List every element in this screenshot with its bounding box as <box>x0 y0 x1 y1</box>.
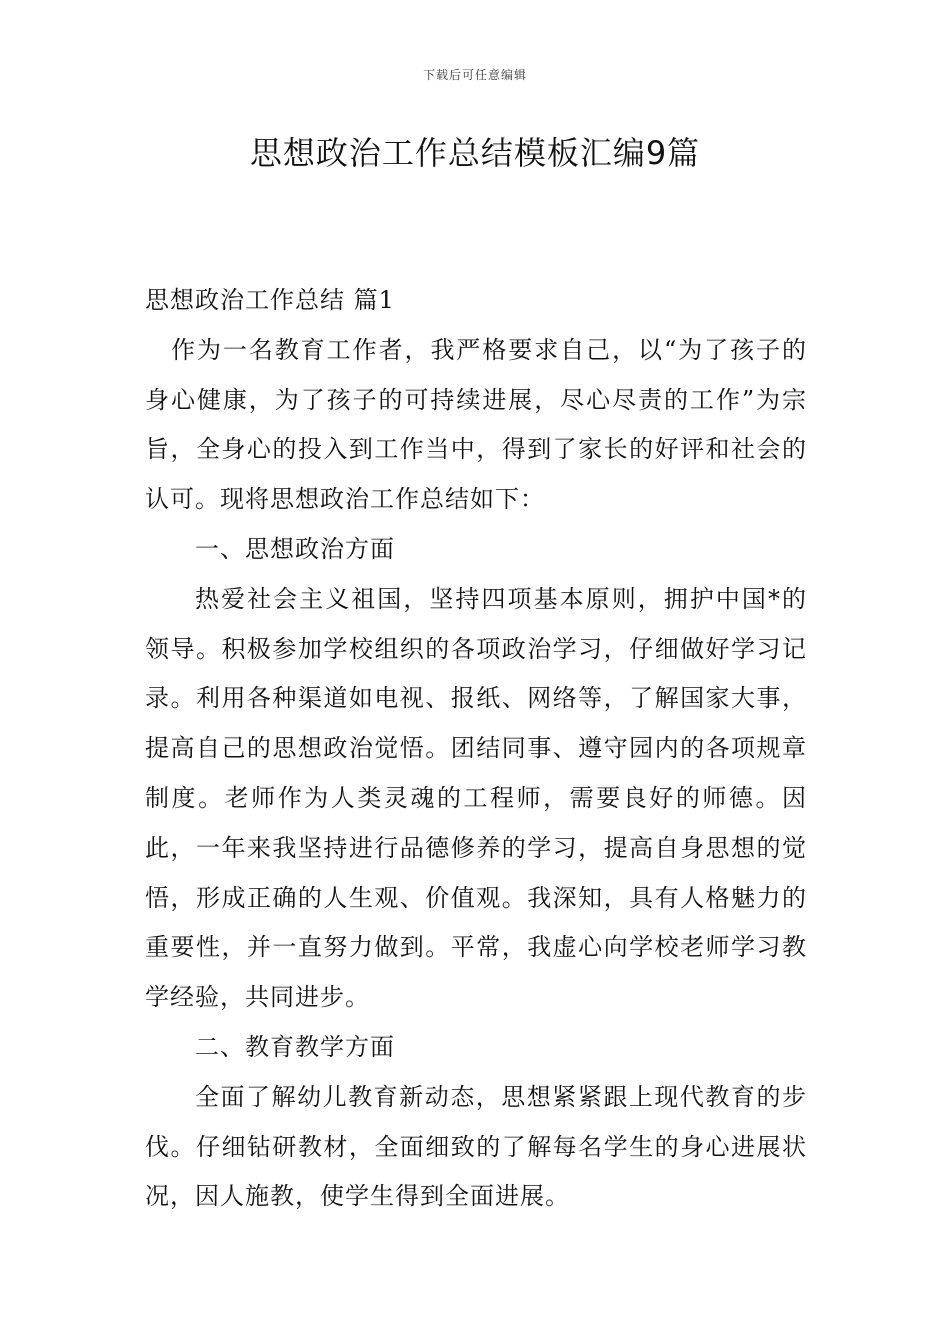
heading-teaching: 二、教育教学方面 <box>195 1032 395 1061</box>
section-title: 思想政治工作总结 篇1 <box>145 286 395 314</box>
document-body <box>145 276 807 1222</box>
intro-paragraph: 作为一名教育工作者，我严格要求自己，以“为了孩子的身心健康，为了孩子的可持续进展，尽心尽责的工作”为宗旨，全身心的投入到工作当中，得到了家长的好评和社会的认可。现将思想政治工作总结如下： <box>145 335 807 514</box>
paragraph-ideology: 热爱社会主义祖国，坚持四项基本原则，拥护中国*的领导。积极参加学校组织的各项政治学习，仔细做好学习记录。利用各种渠道如电视、报纸、网络等，了解国家大事，提高自己的思想政治觉悟。团结同事、遵守园内的各项规章制度。老师作为人类灵魂的工程师，需要良好的师德。因此，一年来我坚持进行品德修养的学习，提高自身思想的觉悟，形成正确的人生观、价值观。我深知，具有人格魅力的重要性，并一直努力做到。平常，我虚心向学校老师学习教学经验，共同进步。 <box>145 584 807 1012</box>
document-title: 思想政治工作总结模板汇编9篇 <box>249 134 701 172</box>
header-note: 下载后可任意编辑 <box>422 68 527 82</box>
heading-ideology: 一、思想政治方面 <box>195 534 395 563</box>
paragraph-teaching: 全面了解幼儿教育新动态，思想紧紧跟上现代教育的步伐。仔细钻研教材，全面细致的了解每名学生的身心进展状况，因人施教，使学生得到全面进展。 <box>145 1082 807 1211</box>
